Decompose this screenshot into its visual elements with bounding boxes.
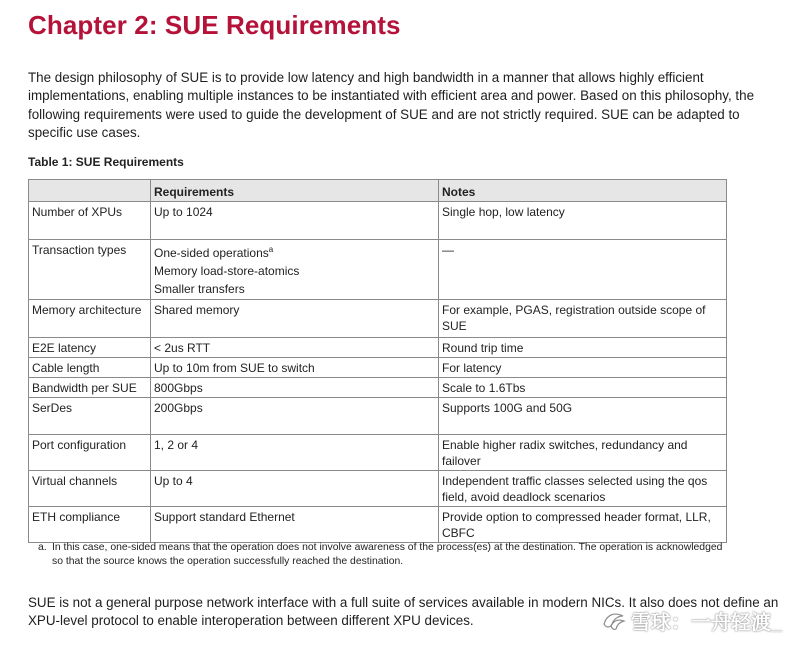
closing-paragraph: SUE is not a general purpose network interface with a full suite of services available in modern NICs. It also does not define an XPU-level protocol to enable interoperation between different XPU devices. [28,595,779,629]
requirement-line [154,244,435,262]
header-requirements: Requirements [151,180,439,202]
row-notes: Scale to 1.6Tbs [439,378,727,398]
requirement-line: Memory load-store-atomics [154,264,300,278]
snowball-logo-icon [601,610,627,632]
row-notes: Provide option to compressed header format, LLR, CBFC [439,507,727,543]
row-item: Memory architecture [29,300,151,338]
row-requirement: Shared memory [151,300,439,338]
intro-paragraph: The design philosophy of SUE is to provide low latency and high bandwidth in a manner that allows highly efficient implementations, enabling multiple instances to be instantiated with efficient area and power. Based on this philosophy, the following requirements were used to guide the development of SUE and are not strictly required. SUE can be adapted to specific use cases. [28,70,755,140]
table-row [29,240,727,300]
requirement-line-text: One-sided operations [154,246,269,260]
row-item: Transaction types [29,240,151,300]
watermark-text: 雪球：一舟轻渡_ [630,612,782,634]
table-row [29,507,727,543]
row-requirement: Up to 4 [151,471,439,507]
row-notes: Enable higher radix switches, redundancy and failover [439,435,727,471]
header-notes: Notes [439,180,727,202]
row-item: Bandwidth per SUE [29,378,151,398]
footnote-mark: a. [38,542,47,553]
table-row [29,435,727,471]
row-item: Cable length [29,358,151,378]
table-row [29,202,727,240]
table-row [29,378,727,398]
row-item: ETH compliance [29,507,151,543]
row-requirement: Up to 10m from SUE to switch [151,358,439,378]
table-caption: Table 1: SUE Requirements [28,155,184,169]
row-notes: Independent traffic classes selected using the qos field, avoid deadlock scenarios [439,471,727,507]
row-item: E2E latency [29,338,151,358]
row-requirement: 200Gbps [151,398,439,435]
requirement-line: Smaller transfers [154,282,245,296]
row-requirement [151,240,439,300]
table-row [29,398,727,435]
row-requirement: < 2us RTT [151,338,439,358]
row-notes: Single hop, low latency [439,202,727,240]
footnote-text: In this case, one-sided means that the operation does not involve awareness of the process(es) at the destination. The operation is acknowledged so that the source knows the operation successfully reached the destination. [52,542,723,567]
row-notes: For example, PGAS, registration outside scope of SUE [439,300,727,338]
row-item: Port configuration [29,435,151,471]
table-row [29,471,727,507]
table-row [29,300,727,338]
row-item: Virtual channels [29,471,151,507]
table-row [29,358,727,378]
table-footnote [38,541,732,568]
row-item: SerDes [29,398,151,435]
table-row [29,338,727,358]
row-notes: Round trip time [439,338,727,358]
row-notes: For latency [439,358,727,378]
row-requirement: Up to 1024 [151,202,439,240]
requirements-table [28,179,727,543]
row-requirement: 1, 2 or 4 [151,435,439,471]
row-requirement: Support standard Ethernet [151,507,439,543]
footnote-ref: a [268,245,274,254]
table-header-row [29,180,727,202]
row-notes: Supports 100G and 50G [439,398,727,435]
header-item [29,180,151,202]
row-item: Number of XPUs [29,202,151,240]
watermark [601,606,782,635]
chapter-title: Chapter 2: SUE Requirements [28,10,401,40]
row-notes: — [439,240,727,300]
row-requirement: 800Gbps [151,378,439,398]
